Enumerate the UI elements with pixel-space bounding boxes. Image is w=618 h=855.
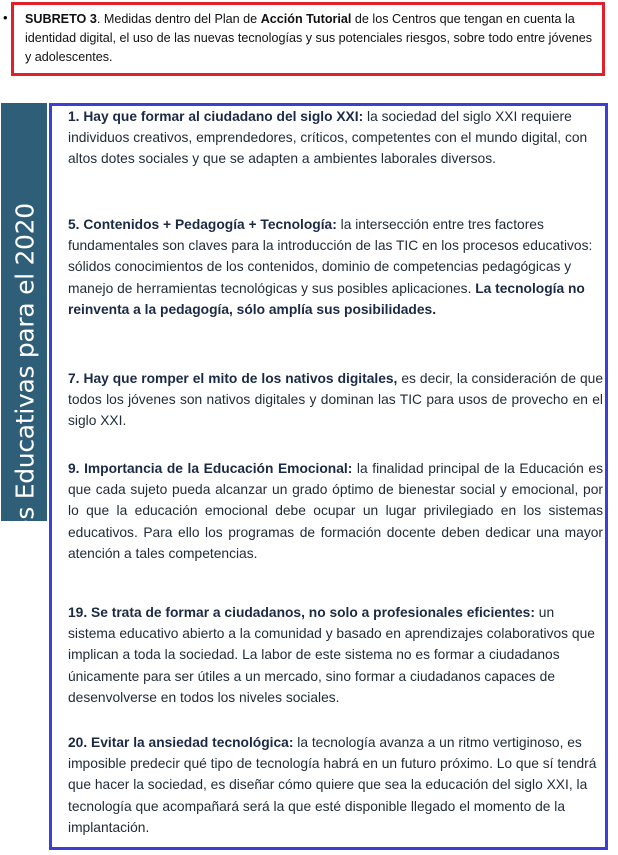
- clave-body: la intersección entre tres factores fundamentales son claves para la introducción de las TIC en los procesos educativos: sólidos conocimientos de los contenidos, dominio de competencias pedagógicas y manejo de herramientas tecnológicas y sus posibles aplicaciones.: [68, 217, 593, 296]
- subreto-text-1: . Medidas dentro del Plan de: [96, 12, 261, 26]
- clave-body: es decir, la consideración de que todos los jóvenes son nativos digitales y dominan las TIC para usos de provecho en el siglo XXI.: [68, 371, 603, 429]
- subreto-box: [11, 2, 605, 76]
- clave-item-9: [68, 458, 603, 564]
- side-banner: [1, 103, 47, 627]
- clave-item-20: [68, 732, 603, 838]
- clave-body: un sistema educativo abierto a la comunidad y basado en aprendizajes colaborativos que implican a toda la sociedad. La labor de este sistema no es formar a ciudadanos únicamente para ser útiles a un mercado, sino formar a ciudadanos capaces de desenvolverse en todos los niveles sociales.: [68, 605, 595, 705]
- subreto-bold-mid: Acción Tutorial: [260, 12, 352, 26]
- clave-item-1: [68, 106, 603, 170]
- clave-title: 9. Importancia de la Educación Emocional:: [68, 461, 353, 476]
- side-banner-text: 20 Claves Educativas para el 2020: [10, 203, 40, 627]
- clave-title: 5. Contenidos + Pedagogía + Tecnología:: [68, 217, 337, 232]
- clave-body: la sociedad del siglo XXI requiere individuos creativos, emprendedores, críticos, competentes con el mundo digital, con altos dotes sociales y que se adapten a ambientes laborales diversos.: [68, 109, 588, 167]
- clave-title: 1. Hay que formar al ciudadano del siglo XXI:: [68, 109, 364, 124]
- clave-item-7: [68, 368, 603, 432]
- clave-item-19: [68, 602, 603, 708]
- clave-emphasis: La tecnología no reinventa a la pedagogía, sólo amplía sus posibilidades.: [68, 280, 585, 317]
- list-bullet: •: [3, 10, 8, 25]
- clave-title: 20. Evitar la ansiedad tecnológica:: [68, 735, 294, 750]
- clave-body: la tecnología avanza a un ritmo vertiginoso, es imposible predecir qué tipo de tecnología habrá en un futuro próximo. Lo que sí tendrá que hacer la sociedad, es diseñar cómo quiere que sea la educación del siglo XXI, la tecnología que acompañará será la que esté disponible llegado el momento de la implantación.: [68, 735, 597, 835]
- clave-body: la finalidad principal de la Educación es que cada sujeto pueda alcanzar un grado óptimo de bienestar social y emocional, por lo que la educación emocional debe ocupar un lugar privilegiado en los sistemas educativos. Para ello los programas de formación docente deben dedicar una mayor atención a tales competencias.: [68, 461, 604, 561]
- clave-title: 19. Se trata de formar a ciudadanos, no solo a profesionales eficientes:: [68, 605, 535, 620]
- subreto-text-2: de los Centros que tengan en cuenta la identidad digital, el uso de las nuevas tecnologías y sus potenciales riesgos, sobre todo entre jóvenes y adolescentes.: [25, 12, 593, 64]
- subreto-label: SUBRETO 3: [25, 12, 97, 26]
- clave-title: 7. Hay que romper el mito de los nativos digitales,: [68, 371, 398, 386]
- clave-item-5: [68, 214, 603, 320]
- claves-box: [49, 103, 608, 850]
